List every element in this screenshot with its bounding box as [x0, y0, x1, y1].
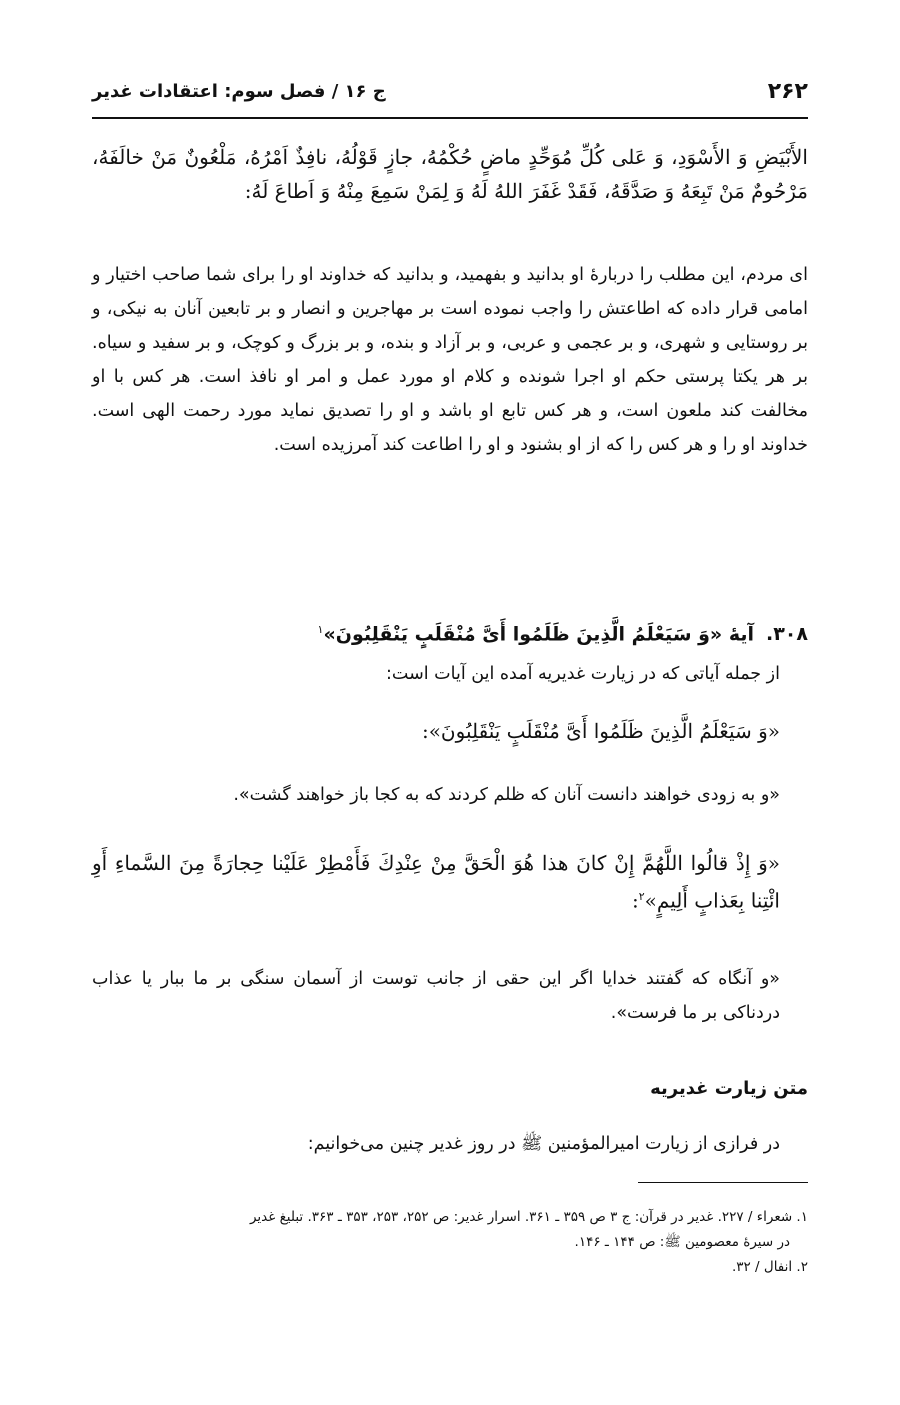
quote-2-persian: «و آنگاه كه گفتند خدایا اگر این حقی از جانب توست از آسمان سنگی بر ما ببار یا عذاب دردناكی بر ما فرست». — [92, 969, 780, 1023]
verse-heading — [92, 615, 808, 649]
footnote-1-line-2: در سیرهٔ معصومین ﷺ: ص ۱۴۴ ـ ۱۴۶. — [574, 1234, 790, 1250]
quote-1-arabic: «وَ سَیَعْلَمُ الَّذِینَ ظَلَمُوا أَیَّ مُنْقَلَبٍ یَنْقَلِبُونَ»: — [421, 719, 780, 743]
page-header — [92, 78, 808, 106]
verse-number: ۳۰۸. — [765, 623, 808, 646]
page-number: ۲۶۲ — [767, 79, 808, 104]
persian-translation-paragraph: ای مردم، این مطلب را دربارهٔ او بدانید و بفهمید، و بدانید كه خداوند او را برای شما صاحب اختیار و امامی قرار داده كه اطاعتش را واجب نموده است بر مهاجرین و انصار و بر تابعین آنان به نیكی، و بر روستایی و شهری، و بر عجمی و عربی، و بر آزاد و بنده، و بر بزرگ و كوچک، و بر سفید و سیاه. بر هر یكتا پرستی حكم او اجرا شونده و كلام او مورد عمل و امر او نافذ است. هر كس با او مخالفت كند ملعون است، و هر كس تابع او باشد و او را تصدیق نماید مورد رحمت الهی است. خداوند او را و هر كس را كه از او بشنود و او را اطاعت كند آمرزیده است. — [92, 265, 808, 455]
footnote-2: ۲. انفال / ۳۲. — [731, 1259, 808, 1275]
verse-intro: از جمله آیاتی كه در زیارت غدیریه آمده این آیات است: — [385, 664, 780, 684]
running-title: ج ۱۶ / فصل سوم: اعتقادات غدیر — [92, 81, 386, 102]
footnote-marker-2: ۲ — [638, 890, 645, 903]
quote-2-colon: : — [631, 888, 639, 913]
arabic-hadith-paragraph: الأَبْیَضِ وَ الأَسْوَدِ، وَ عَلى كُلِّ مُوَحِّدٍ ماضٍ حُكْمُهُ، جازٍ قَوْلُهُ، نافِذٌ اَمْرُهُ، مَلْعُونٌ مَنْ خالَفَهُ، مَرْحُومٌ مَنْ تَبِعَهُ وَ صَدَّقَهُ، فَقَدْ غَفَرَ اللهُ لَهُ وَ لِمَنْ سَمِعَ مِنْهُ وَ اَطاعَ لَهُ: — [92, 145, 808, 203]
quote-2-arabic — [92, 846, 808, 918]
verse-title-text: آیهٔ «وَ سَیَعْلَمُ الَّذِینَ ظَلَمُوا أَیَّ مُنْقَلَبٍ یَنْقَلِبُونَ» — [323, 623, 754, 646]
book-page — [92, 0, 808, 1405]
header-rule — [92, 117, 808, 119]
section-intro: در فرازی از زیارت امیرالمؤمنین ﷺ در روز غدیر چنین می‌خوانیم: — [307, 1134, 780, 1154]
footnote-1-line-1: ۱. شعراء / ۲۲۷. غدیر در قرآن: ج ۳ ص ۳۵۹ ـ ۳۶۱. اسرار غدیر: ص ۲۵۲، ۲۵۳، ۳۵۳ ـ ۳۶۳. تبلیغ غدیر — [249, 1209, 808, 1225]
footnotes — [92, 1205, 808, 1280]
quote-1-persian: «و به زودی خواهند دانست آنان كه ظلم كردند كه به كجا باز خواهند گشت». — [233, 785, 780, 805]
footnote-rule — [638, 1182, 808, 1183]
section-heading: متن زیارت غدیریه — [650, 1078, 808, 1099]
quote-2-arabic-text: «وَ إِذْ قالُوا اللَّهُمَّ إِنْ كانَ هذا هُوَ الْحَقَّ مِنْ عِنْدِكَ فَأَمْطِرْ عَلَیْنا حِجارَةً مِنَ السَّماءِ أَوِ ائْتِنا بِعَذابٍ أَلِیمٍ» — [92, 851, 780, 913]
footnote-marker-1: ۱ — [317, 623, 324, 636]
